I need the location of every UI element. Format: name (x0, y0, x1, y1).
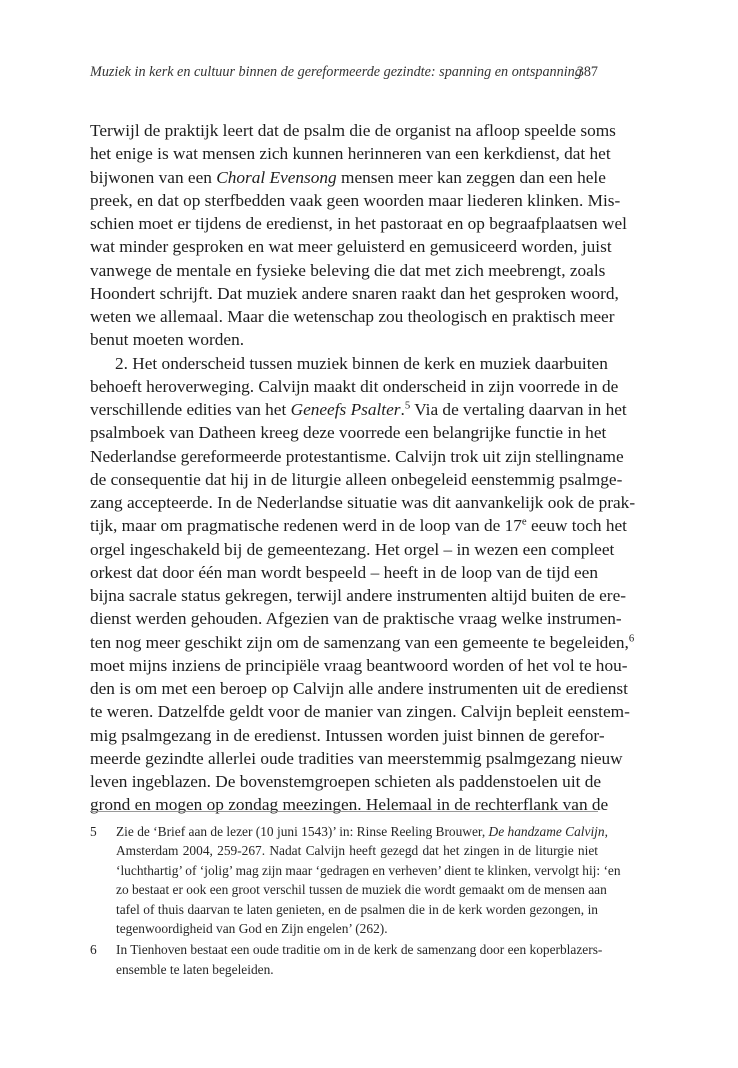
text-line (90, 421, 607, 444)
text-line (90, 700, 630, 723)
text-run: psalmboek van Datheen kreeg deze voorrede een belangrijke functie in het (90, 423, 607, 443)
running-header (90, 64, 598, 84)
text-run: bijna sacrale status gekregen, terwijl andere instrumenten altijd buiten de ere- (90, 586, 626, 605)
text-run: Amsterdam 2004, 259-267. Nadat Calvijn heeft gezegd dat het zingen in de liturgie niet (116, 843, 598, 859)
text-run: leven ingeblazen. De bovenstemgroepen schieten als paddenstoelen uit de (90, 772, 602, 791)
text-line (90, 654, 628, 677)
text-run: het enige is wat mensen zich kunnen herinneren van een kerkdienst, dat het (90, 144, 611, 164)
text-run: moet mijns inziens de principiële vraag beantwoord worden of het vol te hou- (90, 655, 628, 675)
text-run: dienst werden gehouden. Afgezien van de praktische vraag welke instrumen- (90, 609, 622, 629)
italic-text: Choral Evensong (216, 167, 337, 187)
text-line (90, 142, 611, 165)
text-run: Nederlandse gereformeerde protestantisme. Calvijn trok uit zijn stellingname (90, 446, 624, 466)
text-line (90, 328, 598, 351)
footnote-line (116, 919, 598, 938)
running-title: Muziek in kerk en cultuur binnen de gereformeerde gezindte: spanning en ontspanning (90, 64, 582, 80)
text-line (90, 607, 622, 630)
text-line (90, 631, 635, 654)
text-line (90, 793, 609, 816)
footnote-line (116, 822, 608, 841)
footnote (90, 940, 603, 979)
footnote-reference: 6 (628, 631, 635, 644)
text-run: Via de vertaling daarvan in het (410, 400, 627, 419)
text-run: , (604, 824, 608, 839)
text-line (90, 166, 606, 189)
text-run: mensen meer kan zeggen dan een hele (336, 167, 606, 187)
text-line (90, 375, 619, 398)
footnote-line (116, 861, 621, 880)
text-line (90, 305, 615, 328)
text-line (90, 491, 636, 514)
footnote-reference: 5 (404, 399, 411, 412)
text-run: te weren. Datzelfde geldt voor de manier van zingen. Calvijn bepleit eenstem- (90, 702, 630, 722)
footnote-line (116, 841, 598, 860)
text-line (90, 677, 628, 700)
text-line (90, 747, 623, 770)
text-run: vanwege de mentale en fysieke beleving die dat met zich meebrengt, zoals (90, 260, 606, 280)
footnote-reference: e (521, 515, 527, 528)
text-run: 2. Het onderscheid tussen muziek binnen de kerk en muziek daarbuiten (115, 353, 608, 373)
text-run: meerde gezindte allerlei oude tradities van meerstemmig psalmgezang nieuw (90, 748, 623, 768)
footnote-divider (90, 811, 598, 812)
footnote-number: 5 (90, 824, 97, 839)
italic-text: De handzame Calvijn (488, 824, 605, 839)
text-run: wat minder gesproken en wat meer geluisterd en gemusiceerd worden, juist (90, 237, 612, 257)
text-run: In Tienhoven bestaat een oude traditie om in de kerk de samenzang door een koperblazers- (116, 942, 603, 958)
text-run: Hoondert schrijft. Dat muziek andere snaren raakt dan het gesproken woord, (90, 283, 619, 303)
page-number: 387 (576, 64, 598, 80)
text-run: benut moeten worden. (90, 330, 245, 350)
text-line (90, 561, 598, 584)
text-run: den is om met een beroep op Calvijn alle andere instrumenten uit de eredienst (90, 679, 628, 698)
text-run: eeuw toch het (526, 516, 627, 536)
text-run: ensemble te laten begeleiden. (116, 961, 274, 977)
text-run: mig psalmgezang in de eredienst. Intussen worden juist binnen de gerefor- (90, 725, 605, 745)
text-line (90, 468, 623, 491)
text-line (90, 189, 621, 212)
text-run: grond en mogen op zondag meezingen. Helemaal in de rechterflank van de (90, 795, 609, 815)
text-line (90, 445, 624, 468)
text-line (90, 259, 606, 282)
footnote (90, 822, 621, 938)
text-run: orgel ingeschakeld bij de gemeentezang. Het orgel – in wezen een compleet (90, 539, 615, 559)
text-run: . (400, 400, 405, 419)
text-run: verschillende edities van het (90, 400, 291, 419)
text-line (90, 514, 627, 537)
text-run: ten nog meer geschikt zijn om de samenzang van een gemeente te begeleiden, (90, 632, 629, 652)
text-run: orkest dat door één man wordt bespeeld – heeft in de loop van de tijd een (90, 562, 598, 582)
footnote-line (116, 880, 607, 899)
text-run: tijk, maar om pragmatische redenen werd in de loop van de 17 (90, 516, 522, 536)
text-line (90, 282, 619, 305)
footnote-line (116, 960, 598, 979)
text-line (90, 398, 627, 421)
main-text (90, 119, 636, 817)
text-line (90, 352, 608, 375)
text-line (90, 119, 616, 142)
text-run: tafel of thuis daarvan te laten genieten, en de psalmen die in de kerk worden gezongen, in (116, 901, 598, 917)
text-line (90, 538, 615, 561)
text-run: tegenwoordigheid van God en Zijn engelen’ (262). (116, 920, 388, 936)
text-line (90, 724, 605, 747)
text-run: preek, en dat op sterfbedden vaak geen woorden maar liederen klinken. Mis- (90, 190, 621, 210)
text-run: Zie de ‘Brief aan de lezer (10 juni 1543)’ in: Rinse Reeling Brouwer, (116, 824, 489, 839)
text-run: zang accepteerde. In de Nederlandse situatie was dit aanvankelijk ook de prak- (90, 493, 636, 512)
text-line (90, 235, 612, 258)
text-run: de consequentie dat hij in de liturgie alleen onbegeleid eenstemmig psalmge- (90, 469, 623, 489)
text-run: schien moet er tijdens de eredienst, in het pastoraat en op begraafplaatsen wel (90, 214, 627, 233)
text-run: zo bestaat er ook een groot verschil tussen de muziek die wordt gemaakt om de mensen aan (116, 882, 607, 898)
text-line (90, 584, 626, 607)
footnote-number: 6 (90, 942, 97, 958)
footnotes (90, 822, 621, 981)
text-run: bijwonen van een (90, 167, 217, 187)
text-run: ‘luchthartig’ of ‘jolig’ mag zijn maar ‘gedragen en verheven’ dient te klinken, vervolgt hij: ‘en (116, 862, 621, 878)
text-run: weten we allemaal. Maar die wetenschap zou theologisch en praktisch meer (90, 307, 615, 326)
footnote-line (116, 900, 598, 919)
text-line (90, 212, 627, 235)
footnote-line (116, 940, 603, 959)
text-line (90, 770, 602, 793)
text-run: Terwijl de praktijk leert dat de psalm die de organist na afloop speelde soms (90, 121, 616, 140)
italic-text: Geneefs Psalter (290, 400, 401, 419)
text-run: behoeft heroverweging. Calvijn maakt dit onderscheid in zijn voorrede in de (90, 376, 619, 396)
